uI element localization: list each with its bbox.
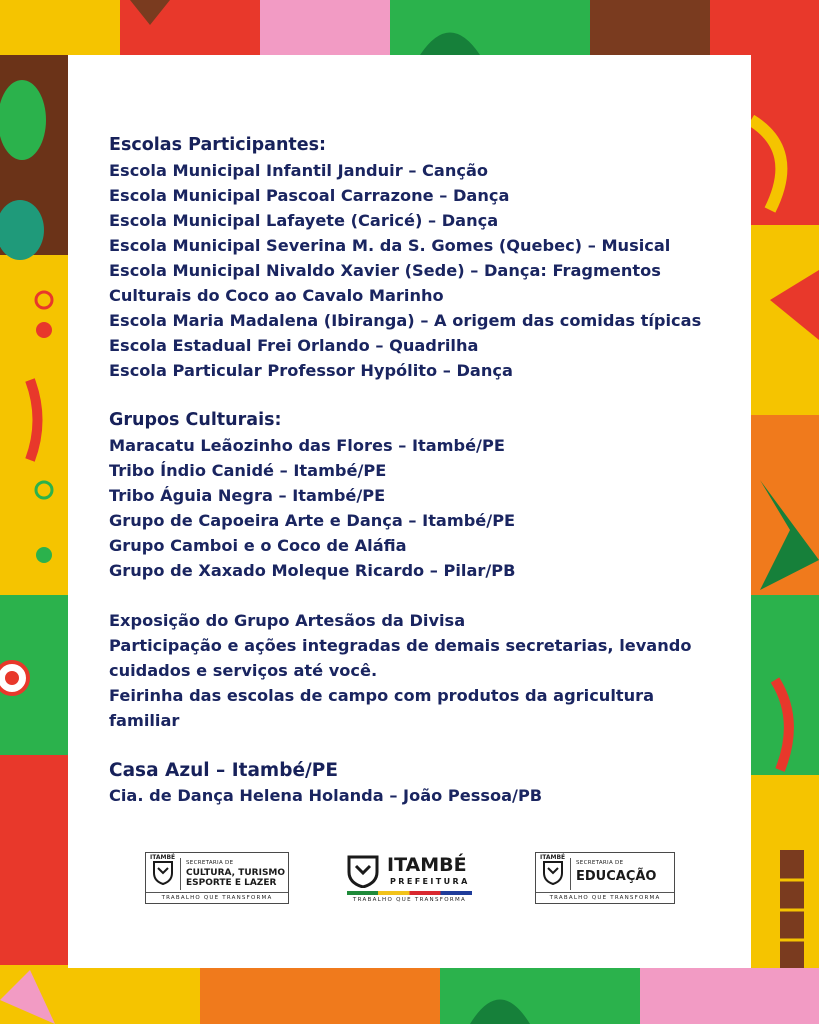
logo-small-text: SECRETARIA DE <box>186 860 234 866</box>
list-item: Culturais do Coco ao Cavalo Marinho <box>109 286 444 305</box>
logo-slogan: TRABALHO QUE TRANSFORMA <box>352 897 467 903</box>
logo-brand: ITAMBÉ <box>540 854 566 861</box>
list-item: Maracatu Leãozinho das Flores – Itambé/PE <box>109 436 505 455</box>
logo-main-text <box>186 868 285 888</box>
list-item: Grupo Camboi e o Coco de Aláfia <box>109 536 407 555</box>
list-item: Escola Municipal Lafayete (Caricé) – Dança <box>109 211 499 230</box>
list-item: Cia. de Dança Helena Holanda – João Pessoa/PB <box>109 786 543 805</box>
program-text <box>109 133 739 808</box>
logo-prefeitura <box>347 852 472 907</box>
logo-secretaria-educacao <box>535 852 675 904</box>
logo-sub: PREFEITURA <box>390 877 470 886</box>
list-item: Escola Estadual Frei Orlando – Quadrilha <box>109 336 479 355</box>
content-card <box>68 55 751 968</box>
section-title-casa: Casa Azul – Itambé/PE <box>109 760 338 781</box>
logo-line: CULTURA, TURISMO <box>186 868 286 878</box>
list-item: Escola Municipal Nivaldo Xavier (Sede) – Dança: Fragmentos <box>109 261 661 280</box>
list-item: Tribo Índio Canidé – Itambé/PE <box>109 461 387 480</box>
list-item: Escola Municipal Infantil Janduir – Canção <box>109 161 489 180</box>
flag-bar <box>347 891 472 895</box>
list-item: Participação e ações integradas de demais secretarias, levando <box>109 636 692 655</box>
logo-brand: ITAMBÉ <box>150 854 176 861</box>
logo-slogan: TRABALHO QUE TRANSFORMA <box>146 892 288 901</box>
list-item: Grupo de Xaxado Moleque Ricardo – Pilar/PB <box>109 561 516 580</box>
list-item: Tribo Águia Negra – Itambé/PE <box>109 486 386 505</box>
logo-secretaria-cultura <box>145 852 289 904</box>
crest-icon <box>542 859 564 885</box>
list-item: cuidados e serviços até você. <box>109 661 378 680</box>
list-item: Escola Particular Professor Hypólito – Dança <box>109 361 513 380</box>
list-item: Feirinha das escolas de campo com produtos da agricultura <box>109 686 655 705</box>
list-item: familiar <box>109 711 180 730</box>
logo-slogan: TRABALHO QUE TRANSFORMA <box>536 892 674 901</box>
list-item: Grupo de Capoeira Arte e Dança – Itambé/PE <box>109 511 516 530</box>
logo-name: ITAMBÉ <box>387 854 467 876</box>
sponsor-logos <box>68 852 751 912</box>
list-item: Escola Municipal Pascoal Carrazone – Dança <box>109 186 510 205</box>
crest-icon <box>152 859 174 885</box>
logo-line: ESPORTE E LAZER <box>186 878 277 888</box>
logo-small-text: SECRETARIA DE <box>576 860 624 866</box>
list-item: Exposição do Grupo Artesãos da Divisa <box>109 611 466 630</box>
list-item: Escola Maria Madalena (Ibiranga) – A origem das comidas típicas <box>109 311 702 330</box>
logo-main-text: EDUCAÇÃO <box>576 869 657 884</box>
section-title-grupos: Grupos Culturais: <box>109 410 282 430</box>
crest-icon <box>347 854 379 888</box>
section-title-escolas: Escolas Participantes: <box>109 135 327 155</box>
list-item: Escola Municipal Severina M. da S. Gomes (Quebec) – Musical <box>109 236 671 255</box>
